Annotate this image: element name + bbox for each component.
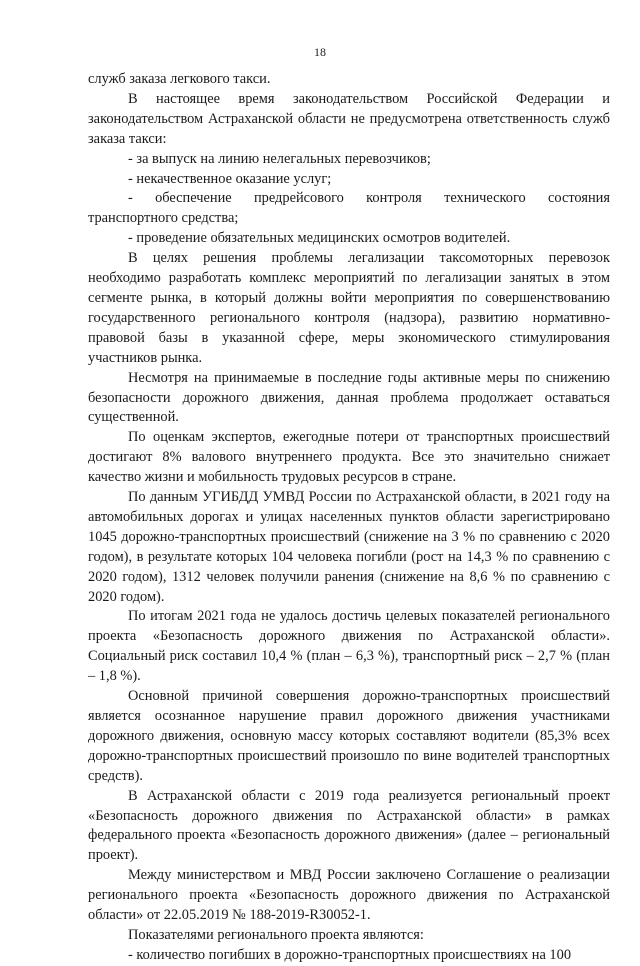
page-number: 18 (314, 45, 326, 59)
list-item: - обеспечение предрейсового контроля технического состояния транспортного средства; (88, 190, 610, 227)
paragraph: Несмотря на принимаемые в последние годы активные меры по снижению безопасности дорожного движения, данная проблема продолжает оставаться существенной. (88, 369, 610, 426)
list-item: - некачественное оказание услуг; (128, 170, 332, 187)
list-item: - количество погибших в дорожно-транспортных происшествиях на 100 (128, 946, 572, 963)
paragraph: В Астраханской области с 2019 года реализуется региональный проект «Безопасность дорожного движения по Астраханской области» в рамках федерального проекта «Безопасность дорожного движения» (далее – региональный проект). (88, 787, 610, 864)
paragraph-continuation: служб заказа легкового такси. (88, 71, 271, 87)
list-item: - проведение обязательных медицинских осмотров водителей. (128, 230, 511, 247)
body-text (88, 70, 610, 966)
paragraph: По итогам 2021 года не удалось достичь целевых показателей регионального проекта «Безопасность дорожного движения по Астраханской области». Социальный риск составил 10,4 % (план – 6,3 %), транспортный риск – 2,7 % (план – 1,8 %). (88, 608, 610, 685)
list-item: - за выпуск на линию нелегальных перевозчиков; (128, 150, 431, 167)
paragraph: По оценкам экспертов, ежегодные потери от транспортных происшествий достигают 8% валового внутреннего продукта. Все это значительно снижает качество жизни и мобильность трудовых ресурсов в стране. (88, 429, 610, 486)
paragraph: В целях решения проблемы легализации таксомоторных перевозок необходимо разработать комплекс мероприятий по легализации занятых в этом сегменте рынка, в который должны войти мероприятия по совершенствованию государственного регионального контроля (надзора), развитию нормативно-правовой базы в указанной сфере, меры экономического стимулирования участников рынка. (88, 250, 610, 366)
paragraph: В настоящее время законодательством Российской Федерации и законодательством Астраханской области не предусмотрена ответственность служб заказа такси: (88, 90, 610, 147)
paragraph: Между министерством и МВД России заключено Соглашение о реализации регионального проекта «Безопасность дорожного движения по Астраханской области» от 22.05.2019 № 188-2019-R30052-1. (88, 867, 610, 924)
paragraph: По данным УГИБДД УМВД России по Астраханской области, в 2021 году на автомобильных дорогах и улицах населенных пунктов области зарегистрировано 1045 дорожно-транспортных происшествий (снижение на 3 % по сравнению с 2020 годом), в результате которых 104 человека погибли (рост на 14,3 % по сравнению с 2020 годом), 1312 человек получили ранения (снижение на 8,6 % по сравнению с 2020 годом). (88, 489, 610, 605)
paragraph: Основной причиной совершения дорожно-транспортных происшествий является осознанное нарушение правил дорожного движения участниками дорожного движения, основную массу которых составляют водители (85,3% всех дорожно-транспортных происшествий произошло по вине водителей транспортных средств). (88, 688, 610, 784)
paragraph: Показателями регионального проекта являются: (128, 926, 424, 943)
